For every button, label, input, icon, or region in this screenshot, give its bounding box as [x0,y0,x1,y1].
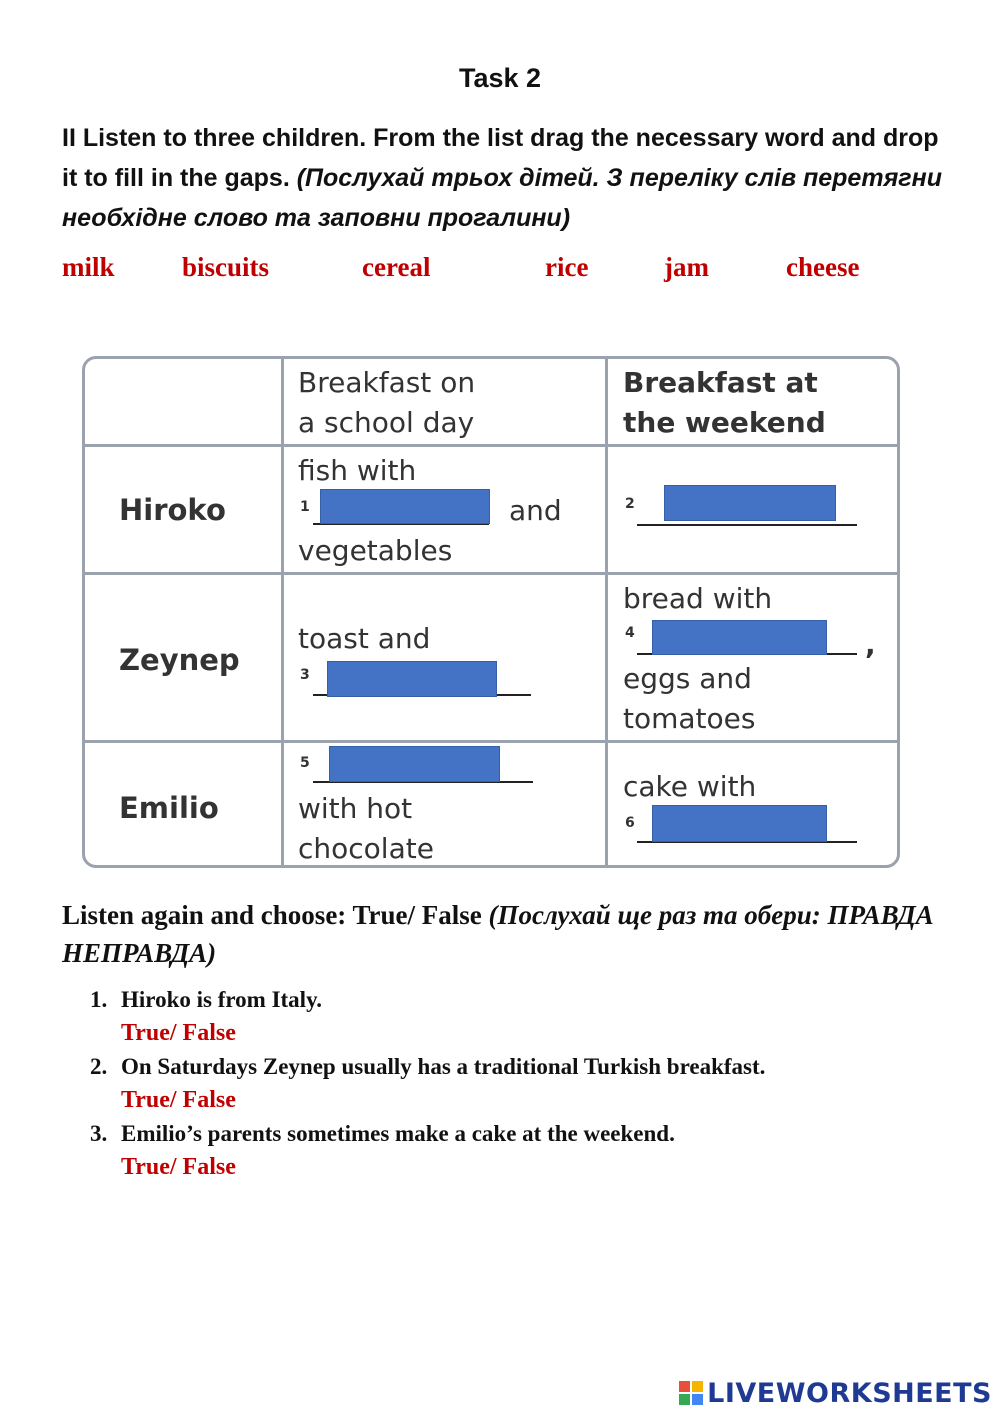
word-milk[interactable]: milk [62,252,115,282]
question-text: Emilio’s parents sometimes make a cake at the weekend. [121,1121,675,1146]
question-number: 3. [90,1121,108,1146]
page-title: Task 2 [458,63,542,93]
question-number: 1. [90,987,108,1012]
gap-number-2: 2 [625,496,635,512]
breakfast-table [82,356,900,868]
emilio-school-line2: with hot [298,792,413,825]
logo-text: LIVEWORKSHEETS [707,1377,992,1409]
zeynep-weekend-comma: , [865,628,876,661]
gap-number-6: 6 [625,815,635,831]
drop-zone-3[interactable] [327,661,497,697]
gap-number-3: 3 [300,667,310,683]
hiroko-school-line1: fish with [298,454,417,487]
hiroko-school-line3: vegetables [298,534,453,567]
true-false-heading-text: Listen again and choose: True/ False [62,900,482,930]
table-divider [85,572,900,575]
question-text: Hiroko is from Italy. [121,987,323,1012]
drop-zone-1[interactable] [320,489,490,524]
emilio-weekend-line1: cake with [623,770,757,803]
header-weekend-line1: Breakfast at [623,366,818,399]
header-school-day-line1: Breakfast on [298,366,476,399]
question-3 [90,1121,675,1147]
gap-underline [637,524,857,526]
word-rice[interactable]: rice [545,252,589,282]
table-divider [281,359,284,868]
drop-zone-2[interactable] [664,485,836,521]
question-1 [90,987,322,1013]
question-2 [90,1054,765,1080]
word-cheese[interactable]: cheese [786,252,860,282]
row-name-emilio: Emilio [119,791,219,825]
question-text: On Saturdays Zeynep usually has a traditional Turkish breakfast. [121,1054,766,1079]
word-bank [0,252,1000,292]
drop-zone-6[interactable] [652,805,827,842]
row-name-hiroko: Hiroko [119,493,226,527]
word-cereal[interactable]: cereal [362,252,431,282]
emilio-school-line3: chocolate [298,832,434,865]
header-school-day-line2: a school day [298,406,475,439]
true-false-heading [62,896,942,972]
instructions-translation: (Послухай трьох дітей. З переліку слів перетягни необхідне слово та заповни прогалини) [62,164,942,232]
header-weekend-line2: the weekend [623,406,826,439]
gap-number-4: 4 [625,625,635,641]
zeynep-weekend-line3: eggs and [623,662,752,695]
true-false-select-3[interactable]: True/ False [121,1154,236,1180]
zeynep-weekend-line4: tomatoes [623,702,756,735]
word-jam[interactable]: jam [664,252,709,282]
table-divider [85,740,900,743]
zeynep-school-line1: toast and [298,622,431,655]
drop-zone-4[interactable] [652,620,827,655]
row-name-zeynep: Zeynep [119,643,240,677]
instructions [62,118,942,238]
drop-zone-5[interactable] [329,746,500,782]
hiroko-school-and: and [509,494,562,527]
table-divider [605,359,608,868]
gap-number-1: 1 [300,499,310,515]
true-false-select-2[interactable]: True/ False [121,1087,236,1113]
instructions-text: II Listen to three children. From the list drag the necessary word and drop it to fill in the gaps. [62,124,939,192]
gap-number-5: 5 [300,755,310,771]
true-false-select-1[interactable]: True/ False [121,1020,236,1046]
liveworksheets-logo[interactable] [679,1376,992,1410]
liveworksheets-logo-icon [679,1381,703,1405]
true-false-heading-translation: (Послухай ще раз та обери: ПРАВДА НЕПРАВДА) [62,900,934,968]
zeynep-weekend-line1: bread with [623,582,773,615]
table-divider [85,444,900,447]
question-number: 2. [90,1054,108,1079]
word-biscuits[interactable]: biscuits [182,252,270,282]
